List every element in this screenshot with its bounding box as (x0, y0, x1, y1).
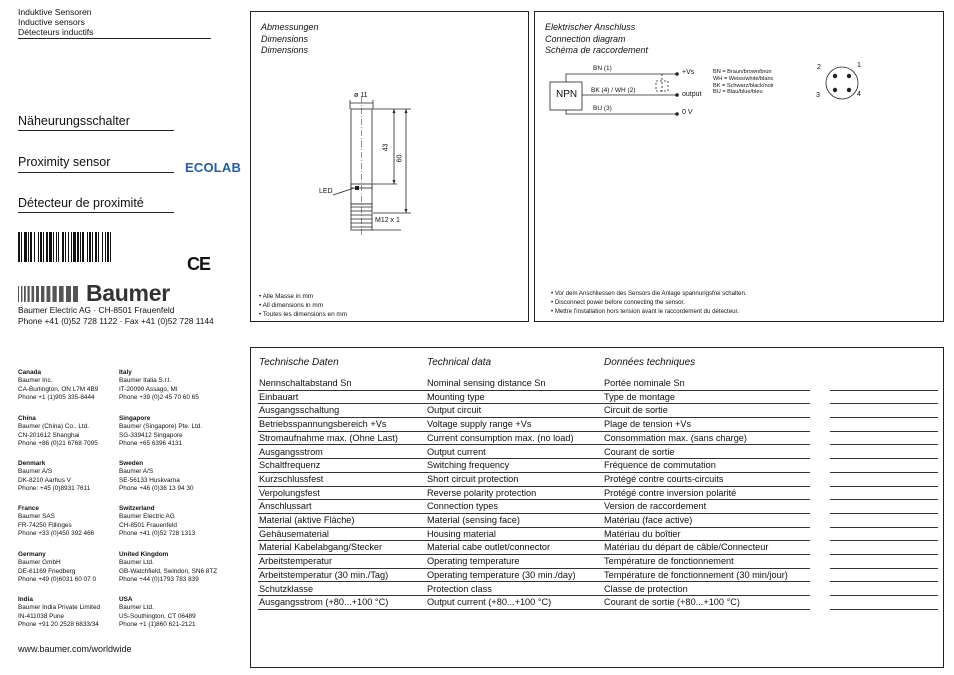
sensor-drawing (251, 12, 528, 321)
website-link[interactable]: www.baumer.com/worldwide (18, 644, 132, 654)
connection-note: • Mettre l'installation hors tension avant le raccordement du détecteur. (551, 307, 739, 315)
office-line: Phone +1 (1)860 621-2121 (119, 620, 196, 628)
barcode-bar (56, 232, 57, 262)
barcode-bar (73, 232, 76, 262)
barcode-bar (62, 232, 64, 262)
baumer-logo-text: Baumer (86, 280, 170, 306)
td-cell-de: Einbauart (259, 391, 299, 402)
office-country: France (18, 505, 39, 512)
table-row (258, 446, 938, 460)
td-cell-en: Mounting type (427, 391, 485, 402)
td-cell-en: Output circuit (427, 405, 482, 416)
connection-panel (534, 11, 944, 322)
office-country: Germany (18, 551, 46, 558)
dim-60-label: 60 (396, 154, 404, 163)
wire-bk-label: BK (4) / WH (2) (591, 87, 636, 94)
barcode-bar (49, 232, 52, 262)
office-line: Baumer Ltd. (119, 559, 154, 567)
table-row (258, 500, 938, 514)
td-cell-en: Short circuit protection (427, 473, 519, 484)
barcode-bar (30, 232, 32, 262)
dimensions-panel (250, 11, 529, 322)
office-line: Baumer GmbH (18, 559, 61, 567)
terminal-vs-label: +Vs (682, 69, 695, 76)
table-row (258, 391, 938, 405)
barcode-bar (38, 232, 39, 262)
td-header-fr: Données techniques (604, 357, 696, 368)
barcode-bar (105, 232, 106, 262)
td-cell-fr: Fréquence de commutation (604, 460, 716, 471)
ecolab-logo: ECOLAB (185, 160, 242, 175)
barcode-bar (34, 232, 35, 262)
office-line: DE-61169 Friedberg (18, 567, 76, 575)
connection-note: • Disconnect power before connecting the sensor. (551, 298, 685, 306)
td-cell-fr: Matériau du boîtier (604, 528, 681, 539)
connection-notes (551, 290, 747, 316)
office-line: CA-Burlington, ON L7M 4B9 (18, 385, 99, 393)
office-item (119, 505, 229, 538)
td-cell-fr: Protégé contre courts-circuits (604, 473, 724, 484)
office-item (18, 505, 128, 538)
pin-1-label: 1 (857, 62, 861, 69)
title-rule-de (18, 130, 174, 131)
barcode-bar (80, 232, 81, 262)
barcode-bar (21, 232, 22, 262)
td-cell-en: Current consumption max. (no load) (427, 432, 574, 443)
office-line: Baumer Italia S.r.l. (119, 377, 172, 385)
dimensions-note: • All dimensions in mm (259, 301, 324, 309)
office-line: Phone +33 (0)450 392 466 (18, 529, 95, 537)
td-cell-de: Anschlussart (259, 501, 312, 512)
office-line: Baumer (Singapore) Pte. Ltd. (119, 423, 203, 431)
dim-diameter-label: ø 11 (354, 92, 368, 99)
barcode-bar (18, 232, 20, 262)
office-line: US-Southington, CT 06489 (119, 612, 196, 620)
office-line: FR-74250 Fillinges (18, 521, 72, 529)
barcode-bar (43, 232, 44, 262)
table-row (258, 487, 938, 501)
product-title-fr: Détecteur de proximité (18, 196, 144, 210)
office-line: IT-20090 Assago, MI (119, 385, 178, 393)
barcode-bar (65, 232, 66, 262)
barcode-bar (28, 232, 29, 262)
office-item (119, 460, 229, 493)
office-item (119, 596, 229, 629)
office-line: Phone +65 6396 4131 (119, 439, 183, 447)
office-country: Sweden (119, 460, 144, 467)
td-header-de: Technische Daten (259, 357, 339, 368)
td-cell-en: Material cabe outlet/connector (427, 542, 551, 553)
office-line: Phone +44 (0)1793 783 839 (119, 575, 199, 583)
barcode-bar (102, 232, 103, 262)
barcode-bar (87, 232, 88, 262)
office-country: Singapore (119, 415, 151, 422)
office-line: GB-Watchfield, Swindon, SN6 8TZ (119, 567, 218, 575)
td-cell-en: Voltage supply range +Vs (427, 419, 532, 430)
barcode-bar (110, 232, 111, 262)
td-cell-fr: Plage de tension +Vs (604, 419, 692, 430)
table-row (258, 596, 938, 610)
table-row (258, 473, 938, 487)
barcode-bar (82, 232, 84, 262)
office-line: IN-411038 Pune (18, 612, 65, 620)
table-row (258, 377, 938, 391)
office-line: DK-8210 Aarhus V (18, 476, 71, 484)
barcode-bar (71, 232, 72, 262)
ce-mark: CE (187, 254, 211, 274)
wiring-diagram (535, 12, 943, 321)
dimensions-note: • Toutes les dimensions en mm (259, 310, 348, 318)
office-country: India (18, 596, 33, 603)
row-rule (258, 609, 810, 610)
npn-label: NPN (556, 89, 578, 100)
terminal-output-label: output (682, 91, 702, 98)
office-item (18, 551, 128, 584)
office-line: CN-201612 Shanghai (18, 431, 80, 439)
office-item (18, 596, 128, 629)
connection-title-de: Elektrischer Anschluss (545, 22, 636, 32)
td-cell-de: Ausgangsstrom (+80...+100 °C) (259, 597, 389, 608)
td-cell-de: Betriebsspannungsbereich +Vs (259, 419, 387, 430)
table-row (258, 583, 938, 597)
company-phone: Phone +41 (0)52 728 1122 · Fax +41 (0)52 728 1144 (18, 316, 214, 326)
pin-4-label: 4 (857, 91, 861, 98)
wire-bu-label: BU (3) (593, 105, 612, 112)
pin-2-label: 2 (817, 64, 821, 71)
td-cell-en: Connection types (427, 501, 498, 512)
td-cell-en: Protection class (427, 583, 492, 594)
barcode-bar (98, 232, 99, 262)
office-line: CH-8501 Frauenfeld (119, 521, 177, 529)
td-cell-de: Arbeitstemperatur (30 min./Tag) (259, 569, 389, 580)
barcode-bar (53, 232, 54, 262)
office-line: Phone +91 20 2528 6833/34 (18, 620, 99, 628)
barcode-bar (24, 232, 27, 262)
dim-43-label: 43 (382, 143, 390, 152)
table-row (258, 555, 938, 569)
td-cell-fr: Circuit de sortie (604, 405, 668, 416)
office-country: China (18, 415, 36, 422)
dimensions-title-en: Dimensions (261, 33, 309, 44)
td-cell-de: Stromaufnahme max. (Ohne Last) (259, 432, 398, 443)
td-header-en: Technical data (427, 357, 492, 368)
terminal-0v-label: 0 V (682, 109, 693, 116)
legend-line: WH = Weiss/white/blanc (713, 75, 774, 82)
title-rule-fr (18, 212, 174, 213)
pin-3-label: 3 (816, 92, 820, 99)
barcode-bar (77, 232, 79, 262)
table-row (258, 528, 938, 542)
office-item (18, 369, 128, 402)
dimensions-title-fr: Dimensions (261, 45, 309, 55)
table-row (258, 514, 938, 528)
category-fr: Détecteurs inductifs (18, 27, 94, 37)
td-cell-en: Output current (+80...+100 °C) (427, 597, 552, 608)
td-cell-de: Ausgangsstrom (259, 446, 323, 457)
barcode-bar (68, 232, 69, 262)
td-cell-fr: Classe de protection (604, 583, 688, 594)
table-row (258, 541, 938, 555)
office-line: Phone +1 (1)905 335-8444 (18, 393, 95, 401)
office-country: United Kingdom (119, 551, 169, 558)
barcode-bar (46, 232, 48, 262)
td-cell-fr: Matériau (face active) (604, 515, 693, 525)
td-cell-en: Nominal sensing distance Sn (427, 378, 546, 388)
td-cell-de: Ausgangsschaltung (259, 405, 340, 416)
led-label: LED (319, 188, 333, 195)
td-cell-de: Schutzklasse (259, 583, 314, 594)
office-item (18, 460, 128, 493)
td-cell-de: Nennschaltabstand Sn (259, 378, 352, 388)
connection-title-en: Connection diagram (545, 33, 626, 44)
connection-note: • Vor dem Anschliessen des Sensors die Anlage spannungsfrei schalten. (551, 290, 747, 297)
connection-title-fr: Schéma de raccordement (545, 45, 649, 55)
office-line: Baumer India Private Limited (18, 604, 101, 612)
office-line: Baumer A/S (119, 468, 154, 476)
office-line: Baumer Inc. (18, 377, 53, 385)
office-item (119, 415, 229, 448)
td-cell-fr: Version de raccordement (604, 501, 707, 512)
td-cell-fr: Consommation max. (sans charge) (604, 432, 747, 443)
title-rule-en (18, 172, 174, 173)
table-row (258, 459, 938, 473)
td-cell-fr: Protégé contre inversion polarité (604, 487, 737, 498)
td-cell-en: Operating temperature (30 min./day) (427, 569, 576, 580)
td-cell-fr: Courant de sortie (604, 446, 675, 457)
table-row (258, 432, 938, 446)
table-row (258, 418, 938, 432)
wire-bn-label: BN (1) (593, 65, 612, 72)
office-line: SE-56133 Huskvarna (119, 476, 180, 484)
barcode-bar (92, 232, 93, 262)
td-cell-fr: Type de montage (604, 391, 675, 402)
office-line: Baumer Ltd. (119, 604, 154, 612)
category-header (18, 7, 93, 37)
office-item (18, 415, 128, 448)
office-line: SG-339412 Singapore (119, 431, 183, 439)
barcode-bar (40, 232, 42, 262)
barcode-bar (107, 232, 109, 262)
baumer-logo-mark (18, 284, 78, 304)
td-cell-en: Material (sensing face) (427, 515, 520, 525)
office-country: Canada (18, 369, 42, 376)
td-cell-en: Switching frequency (427, 460, 510, 471)
category-en: Inductive sensors (18, 17, 85, 27)
td-cell-de: Gehäusematerial (259, 528, 329, 539)
dimensions-title-de: Abmessungen (261, 22, 319, 32)
category-de: Induktive Sensoren (18, 7, 92, 17)
legend-line: BU = Blau/blue/bleu (713, 89, 763, 96)
office-line: Phone +86 (0)21 6768 7095 (18, 439, 98, 447)
td-cell-en: Reverse polarity protection (427, 487, 537, 498)
barcode-bar (95, 232, 97, 262)
barcode-bar (89, 232, 91, 262)
td-cell-fr: Courant de sortie (+80...+100 °C) (604, 597, 740, 608)
office-country: Denmark (18, 460, 46, 467)
office-line: Baumer (China) Co., Ltd. (18, 423, 90, 431)
header-rule (18, 38, 211, 39)
office-item (119, 551, 229, 584)
td-cell-fr: Portée nominale Sn (604, 378, 685, 388)
td-cell-de: Kurzschlussfest (259, 473, 324, 484)
td-cell-de: Material Kabelabgang/Stecker (259, 542, 383, 553)
product-title-en: Proximity sensor (18, 155, 111, 169)
office-item (119, 369, 229, 402)
office-line: Baumer SAS (18, 513, 55, 521)
table-row (258, 569, 938, 583)
office-country: Italy (119, 369, 132, 376)
td-cell-fr: Matériau du départ de câble/Connecteur (604, 542, 769, 553)
td-cell-en: Housing material (427, 528, 496, 539)
office-line: Baumer Electric AG (119, 513, 175, 521)
office-line: Baumer A/S (18, 468, 53, 476)
office-line: Phone: +45 (0)8931 7611 (18, 484, 91, 492)
td-cell-fr: Température de fonctionnement (30 min/jour) (604, 569, 788, 580)
office-country: Switzerland (119, 505, 155, 512)
company-address: Baumer Electric AG · CH-8501 Frauenfeld (18, 305, 175, 315)
td-cell-de: Arbeitstemperatur (259, 556, 333, 567)
barcode (18, 232, 144, 262)
dimensions-note: • Alle Masse in mm (259, 293, 314, 300)
td-cell-de: Material (aktive Fläche) (259, 515, 355, 525)
td-cell-en: Output current (427, 446, 486, 457)
office-line: Phone +49 (0)6031 60 07 0 (18, 575, 96, 583)
wire-color-legend (713, 69, 774, 96)
office-line: Phone +46 (0)36 13 94 30 (119, 484, 194, 492)
barcode-bar (58, 232, 59, 262)
legend-line: BN = Braun/brown/brun (713, 69, 772, 75)
legend-line: BK = Schwarz/black/noir (713, 82, 774, 89)
td-cell-fr: Température de fonctionnement (604, 556, 734, 567)
value-rule (830, 609, 938, 610)
product-title-de: Näheurungsschalter (18, 114, 130, 128)
table-row (258, 404, 938, 418)
office-line: Phone +41 (0)52 728 1313 (119, 529, 196, 537)
td-cell-en: Operating temperature (427, 556, 520, 567)
dimensions-notes (259, 293, 347, 319)
thread-label: M12 x 1 (375, 217, 400, 224)
td-cell-de: Verpolungsfest (259, 487, 320, 498)
office-country: USA (119, 596, 133, 603)
office-line: Phone +39 (0)2 45 70 60 65 (119, 393, 199, 401)
td-cell-de: Schaltfrequenz (259, 460, 321, 471)
